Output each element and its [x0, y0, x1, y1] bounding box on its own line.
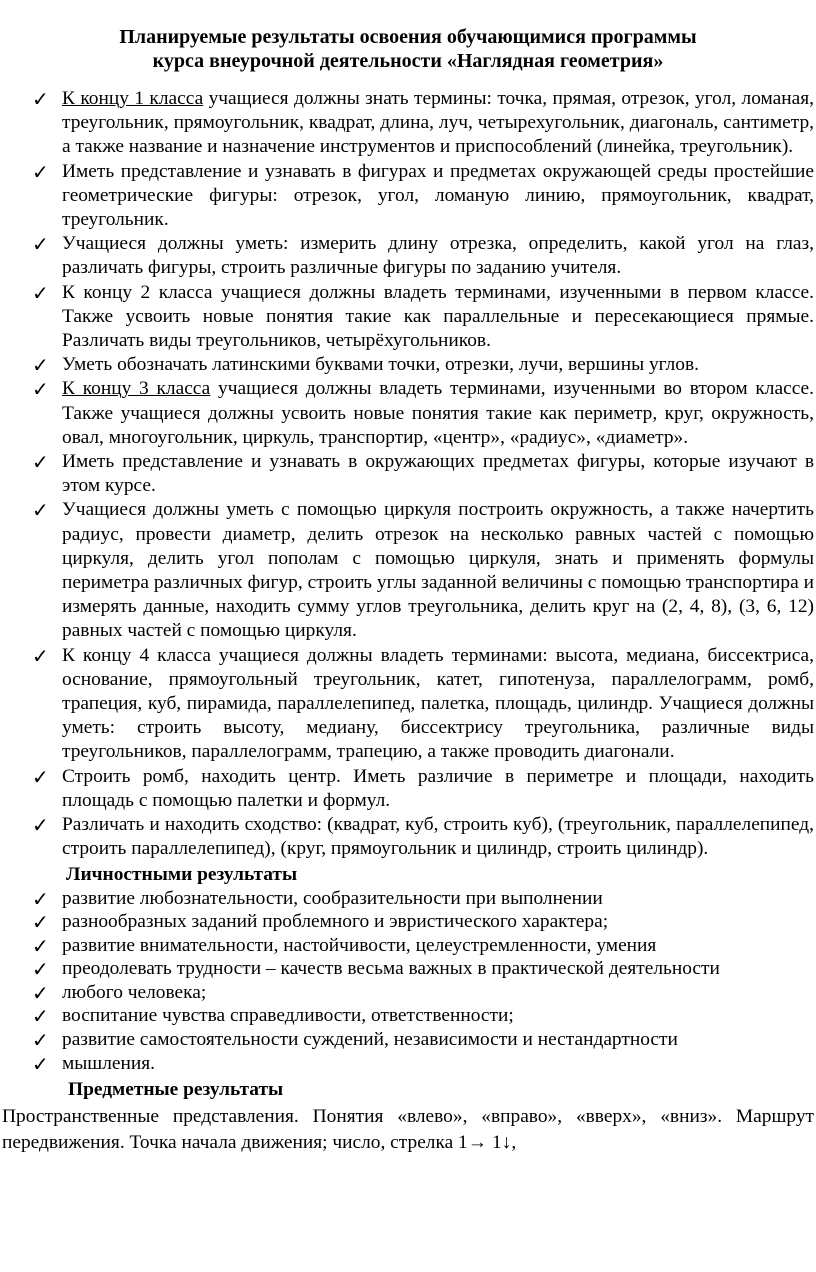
- list-item: [32, 980, 814, 1005]
- check-mark-icon: ✓: [32, 1051, 49, 1076]
- check-mark-icon: ✓: [32, 933, 49, 958]
- list-item-text: Иметь представление и узнавать в окружающих предметах фигуры, которые изучают в этом курсе.: [62, 451, 814, 497]
- check-mark-icon: ✓: [32, 280, 49, 305]
- list-item: [32, 643, 814, 765]
- check-mark-icon: ✓: [32, 159, 49, 184]
- personal-results-heading: Личностными результаты: [66, 863, 298, 885]
- personal-results-list: [32, 886, 814, 1076]
- list-item-text: развитие любознательности, сообразительности при выполнении: [62, 887, 603, 909]
- list-item: [32, 498, 814, 643]
- list-item: [32, 232, 814, 280]
- check-mark-icon: ✓: [32, 910, 49, 935]
- list-item-text: К концу 4 класса учащиеся должны владеть терминами: высота, медиана, биссектриса, основание, прямоугольный треугольник, катет, гипотенуза, параллелограмм, ромб, трапеция, куб, пирамида, параллелепипед, палетка, площадь, цилиндр. Учащиеся должны уметь: строить высоту, медиану, биссектрису треугольника, различные виды треугольников, параллелограмм, трапецию, а также проводить диагонали.: [62, 644, 814, 763]
- check-mark-icon: ✓: [32, 643, 49, 668]
- list-item-text: Различать и находить сходство: (квадрат, куб, строить куб), (треугольник, параллелепипед, строить параллелепипед), (круг, прямоугольник и цилиндр, строить цилиндр).: [62, 814, 814, 860]
- check-mark-icon: ✓: [32, 1028, 49, 1053]
- list-item: [32, 353, 814, 378]
- list-item-text: воспитание чувства справедливости, ответственности;: [62, 1005, 514, 1027]
- list-item: [32, 910, 814, 935]
- check-mark-icon: ✓: [32, 87, 49, 111]
- check-mark-icon: ✓: [32, 353, 49, 378]
- page-title: [0, 0, 816, 73]
- title-line-1: Планируемые результаты освоения обучающимися программы: [119, 26, 697, 48]
- underlined-phrase: К концу 3 класса: [62, 378, 211, 400]
- list-item: [32, 957, 814, 982]
- list-item-text: разнообразных заданий проблемного и эвристического характера;: [62, 911, 609, 933]
- list-item: [32, 159, 814, 233]
- list-item-text: Учащиеся должны уметь: измерить длину отрезка, определить, какой угол на глаз, различать фигуры, строить различные фигуры по заданию учителя.: [62, 233, 814, 279]
- list-item: [32, 87, 815, 160]
- underlined-phrase: К концу 1 класса: [62, 88, 204, 109]
- list-item: [32, 933, 814, 958]
- title-line-2: курса внеурочной деятельности «Наглядная геометрия»: [152, 50, 664, 72]
- list-item: [32, 377, 814, 450]
- list-item-text: развитие внимательности, настойчивости, целеустремленности, умения: [62, 934, 657, 956]
- list-item-text: Учащиеся должны уметь с помощью циркуля построить окружность, а также начертить радиус, провести диаметр, делить отрезок на несколько равных частей с помощью циркуля, делить угол пополам с помощью циркуля, знать и применять формулы периметра различных фигур, строить углы заданной величины с помощью транспортира и измерять данные, находить сумму углов треугольника, делить круг на (2, 4, 8), (3, 6, 12) равных частей с помощью циркуля.: [62, 499, 814, 642]
- list-item-text: учащиеся должны владеть терминами, изученными во втором классе. Также учащиеся должны усвоить новые понятия такие как периметр, круг, окружность, овал, многоугольник, циркуль, транспортир, «центр», «радиус», «диаметр».: [62, 378, 814, 448]
- list-item-text: преодолевать трудности – качеств весьма важных в практической деятельности: [62, 958, 720, 980]
- list-item: [32, 450, 814, 498]
- check-mark-icon: ✓: [32, 764, 49, 789]
- check-mark-icon: ✓: [32, 1004, 49, 1029]
- list-item: [32, 764, 814, 813]
- check-mark-icon: ✓: [32, 232, 49, 257]
- list-item: [32, 886, 814, 911]
- check-mark-icon: ✓: [32, 813, 49, 838]
- list-item: [32, 1028, 814, 1053]
- list-item: [32, 1051, 814, 1076]
- check-mark-icon: ✓: [32, 377, 49, 402]
- check-mark-icon: ✓: [32, 450, 49, 475]
- check-mark-icon: ✓: [32, 886, 49, 911]
- check-mark-icon: ✓: [32, 957, 49, 982]
- list-item: [32, 813, 814, 861]
- learning-outcomes-list: [32, 87, 815, 862]
- list-item-text: Иметь представление и узнавать в фигурах и предметах окружающей среды простейшие геометрические фигуры: отрезок, угол, ломаную линию, прямоугольник, квадрат, треугольник.: [62, 160, 814, 231]
- list-item: [32, 1004, 814, 1029]
- check-mark-icon: ✓: [32, 980, 49, 1005]
- list-item-text: мышления.: [62, 1052, 156, 1074]
- check-mark-icon: ✓: [32, 498, 49, 523]
- list-item-text: Строить ромб, находить центр. Иметь различие в периметре и площади, находить площадь с помощью палетки и формул.: [62, 765, 814, 811]
- subject-results-paragraph: Пространственные представления. Понятия «влево», «вправо», «вверх», «вниз». Маршрут передвижения. Точка начала движения; число, стрелка 1→ 1↓,: [2, 1106, 814, 1154]
- list-item-text: К концу 2 класса учащиеся должны владеть терминами, изученными в первом классе. Также усвоить новые понятия такие как параллельные и пересекающиеся прямые. Различать виды треугольников, четырёхугольников.: [62, 281, 814, 352]
- list-item-text: учащиеся должны знать термины: точка, прямая, отрезок, угол, ломаная, треугольник, прямоугольник, квадрат, длина, луч, четырехугольник, диагональ, сантиметр, а также название и назначение инструментов и приспособлений (линейка, треугольник).: [62, 88, 815, 158]
- list-item-text: Уметь обозначать латинскими буквами точки, отрезки, лучи, вершины углов.: [62, 354, 700, 376]
- list-item: [32, 280, 814, 354]
- subject-results-heading: Предметные результаты: [68, 1079, 284, 1101]
- list-item-text: любого человека;: [62, 981, 207, 1003]
- list-item-text: развитие самостоятельности суждений, независимости и нестандартности: [62, 1029, 678, 1051]
